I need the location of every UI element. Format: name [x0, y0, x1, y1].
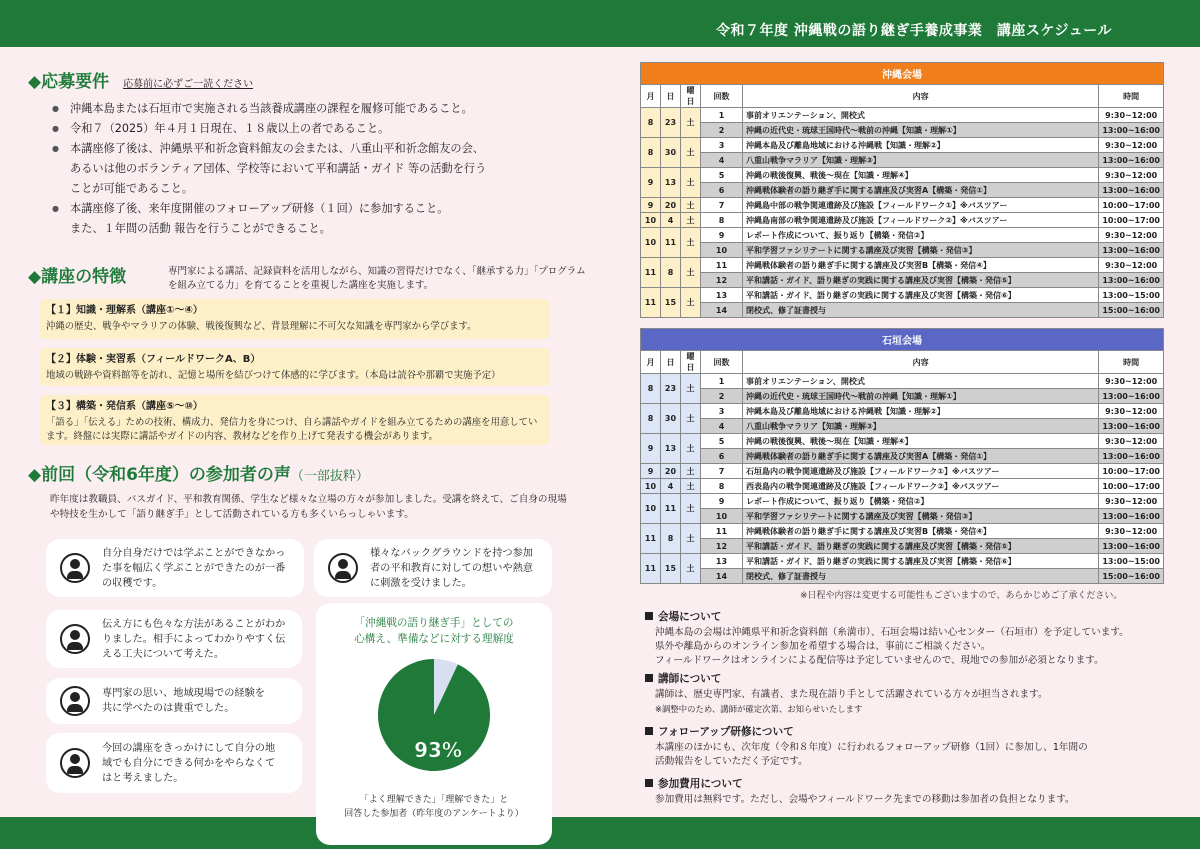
session-number: 2 — [701, 389, 743, 404]
weekday-cell: 土 — [681, 108, 701, 138]
requirement-line: あるいは他のボランティア団体、学校等において平和講話・ガイド 等の活動を行う — [70, 162, 487, 175]
session-time: 9:30~12:00 — [1099, 168, 1164, 183]
session-content: 沖縄島中部の戦争関連遺跡及び施設【フィールドワーク①】※バスツアー — [743, 198, 1099, 213]
survey-card: 「沖縄戦の語り継ぎ手」としての 心構え、準備などに対する理解度 93% 「よく理解できた」「理解できた」と 回答した参加者（昨年度のアンケートより） — [316, 603, 552, 845]
weekday-cell: 土 — [681, 258, 701, 288]
session-number: 2 — [701, 123, 743, 138]
session-time: 13:00~16:00 — [1099, 183, 1164, 198]
left-column — [0, 47, 600, 817]
session-number: 12 — [701, 273, 743, 288]
month-cell: 10 — [641, 494, 661, 524]
column-header: 日 — [661, 351, 681, 374]
session-number: 10 — [701, 243, 743, 258]
session-time: 13:00~15:00 — [1099, 288, 1164, 303]
schedule-row — [641, 258, 1164, 273]
voice-card: 自分自身だけでは学ぶことができなかった事を幅広く学ぶことができたのが一番の収穫です。 — [46, 539, 304, 597]
schedule-row — [641, 273, 1164, 288]
feature-box-experience: 【２】体験・実習系（フィールドワークA、B） 地域の戦跡や資料館等を訪れ、記憶と場所を結びつけて体感的に学びます。（本島は読谷や那覇で実施予定） — [40, 348, 550, 386]
schedule-row — [641, 464, 1164, 479]
schedule-row — [641, 183, 1164, 198]
month-cell: 11 — [641, 554, 661, 584]
schedule-row — [641, 389, 1164, 404]
session-time: 9:30~12:00 — [1099, 494, 1164, 509]
info-title: 会場について — [645, 610, 1165, 624]
day-cell: 8 — [661, 258, 681, 288]
session-time: 9:30~12:00 — [1099, 374, 1164, 389]
schedule-row — [641, 153, 1164, 168]
schedule-row — [641, 288, 1164, 303]
session-time: 13:00~16:00 — [1099, 509, 1164, 524]
session-number: 3 — [701, 404, 743, 419]
month-cell: 9 — [641, 464, 661, 479]
voice-card: 専門家の思い、地域現場での経験を共に学べたのは貴重でした。 — [46, 678, 302, 724]
session-number: 9 — [701, 228, 743, 243]
info-line: フィールドワークはオンラインによる配信等は予定していませんので、現地での参加が必須となります。 — [655, 655, 1104, 666]
session-content: 沖縄の戦後復興、戦後～現在【知識・理解④】 — [743, 168, 1099, 183]
session-content: 沖縄戦体験者の語り継ぎ手に関する講座及び実習B【構築・発信④】 — [743, 524, 1099, 539]
session-content: 平和講話・ガイド、語り継ぎの実践に関する講座及び実習【構築・発信⑥】 — [743, 288, 1099, 303]
day-cell: 15 — [661, 288, 681, 318]
session-content: 西表島内の戦争関連遺跡及び施設【フィールドワーク②】※バスツアー — [743, 479, 1099, 494]
features-intro: 専門家による講話、記録資料を活用しながら、知識の習得だけでなく、「継承する力」「プログラムを組み立てる力」を育てることを重視した講座を実施します。 — [168, 266, 586, 291]
weekday-cell: 土 — [681, 374, 701, 404]
person-icon — [328, 553, 358, 583]
session-time: 15:00~16:00 — [1099, 569, 1164, 584]
session-content: 八重山戦争マラリア【知識・理解③】 — [743, 419, 1099, 434]
schedule-row — [641, 434, 1164, 449]
month-cell: 10 — [641, 213, 661, 228]
schedule-row — [641, 554, 1164, 569]
session-time: 13:00~16:00 — [1099, 419, 1164, 434]
person-icon — [60, 553, 90, 583]
session-time: 13:00~16:00 — [1099, 389, 1164, 404]
session-number: 11 — [701, 524, 743, 539]
session-content: 平和講話・ガイド、語り継ぎの実践に関する講座及び実習【構築・発信⑤】 — [743, 539, 1099, 554]
weekday-cell: 土 — [681, 138, 701, 168]
weekday-cell: 土 — [681, 494, 701, 524]
voice-card: 伝え方にも色々な方法があることがわかりました。相手によってわかりやすく伝える工夫について考えた。 — [46, 610, 302, 668]
requirement-line: ● 令和７（2025）年４月１日現在、１８歳以上の者であること。 — [70, 122, 390, 135]
session-content: 平和講話・ガイド、語り継ぎの実践に関する講座及び実習【構築・発信⑤】 — [743, 273, 1099, 288]
requirement-item — [52, 199, 572, 239]
session-number: 14 — [701, 303, 743, 318]
session-time: 13:00~15:00 — [1099, 554, 1164, 569]
day-cell: 4 — [661, 479, 681, 494]
voices-intro: 昨年度は教職員、バスガイド、平和教育関係、学生など様々な立場の方々が参加しました。受講を終えて、ご自身の現場や特技を生かして「語り継ぎ手」として活動されている方も多くいらっしゃいます。 — [50, 494, 567, 520]
session-time: 15:00~16:00 — [1099, 303, 1164, 318]
schedule-row — [641, 168, 1164, 183]
schedule-row — [641, 539, 1164, 554]
person-icon — [60, 624, 90, 654]
info-line: 沖縄本島の会場は沖縄県平和祈念資料館（糸満市）、石垣会場は結い心センター（石垣市）を予定しています。 — [655, 627, 1129, 638]
schedule-row — [641, 479, 1164, 494]
schedule-row — [641, 524, 1164, 539]
info-section — [645, 725, 1165, 769]
month-cell: 8 — [641, 404, 661, 434]
session-time: 13:00~16:00 — [1099, 243, 1164, 258]
day-cell: 23 — [661, 108, 681, 138]
feature-box-knowledge: 【１】知識・理解系（講座①～④） 沖縄の歴史、戦争やマラリアの体験、戦後復興など、背景理解に不可欠な知識を専門家から学びます。 — [40, 299, 550, 339]
schedule-row — [641, 419, 1164, 434]
session-content: 沖縄戦体験者の語り継ぎ手に関する講座及び実習A【構築・発信①】 — [743, 183, 1099, 198]
session-number: 6 — [701, 183, 743, 198]
info-line: 講師は、歴史専門家、有識者、また現在語り手として活躍されている方々が担当されます。 — [655, 689, 1048, 700]
info-line: 活動報告をしていただく予定です。 — [655, 756, 808, 767]
session-number: 13 — [701, 288, 743, 303]
session-content: 平和講話・ガイド、語り継ぎの実践に関する講座及び実習【構築・発信⑥】 — [743, 554, 1099, 569]
weekday-cell: 土 — [681, 213, 701, 228]
session-number: 8 — [701, 479, 743, 494]
info-title: 講師について — [645, 672, 1165, 686]
schedule-row — [641, 374, 1164, 389]
requirement-line: ● 沖縄本島または石垣市で実施される当該養成講座の課程を履修可能であること。 — [70, 102, 473, 115]
column-header: 曜日 — [681, 351, 701, 374]
day-cell: 11 — [661, 228, 681, 258]
session-number: 13 — [701, 554, 743, 569]
weekday-cell: 土 — [681, 228, 701, 258]
schedule-row — [641, 138, 1164, 153]
session-number: 7 — [701, 198, 743, 213]
weekday-cell: 土 — [681, 434, 701, 464]
schedule-row — [641, 509, 1164, 524]
square-bullet-icon — [645, 727, 653, 735]
month-cell: 8 — [641, 138, 661, 168]
weekday-cell: 土 — [681, 168, 701, 198]
info-line: 県外や離島からのオンライン参加を希望する場合は、事前にご相談ください。 — [655, 641, 991, 652]
voices-heading: ◆前回（令和6年度）の参加者の声（一部抜粋） — [28, 465, 369, 485]
session-time: 9:30~12:00 — [1099, 524, 1164, 539]
session-time: 9:30~12:00 — [1099, 404, 1164, 419]
column-header: 曜日 — [681, 85, 701, 108]
square-bullet-icon — [645, 674, 653, 682]
month-cell: 10 — [641, 479, 661, 494]
month-cell: 11 — [641, 258, 661, 288]
session-time: 9:30~12:00 — [1099, 138, 1164, 153]
schedule-row — [641, 213, 1164, 228]
session-content: 沖縄本島及び離島地域における沖縄戦【知識・理解②】 — [743, 404, 1099, 419]
session-content: 沖縄の近代史・琉球王国時代～戦前の沖縄【知識・理解①】 — [743, 389, 1099, 404]
info-small-note: ※調整中のため、講師が確定次第、お知らせいたします — [655, 704, 863, 714]
session-number: 10 — [701, 509, 743, 524]
day-cell: 13 — [661, 434, 681, 464]
column-header: 月 — [641, 351, 661, 374]
session-content: 沖縄戦体験者の語り継ぎ手に関する講座及び実習B【構築・発信④】 — [743, 258, 1099, 273]
session-number: 8 — [701, 213, 743, 228]
schedule-row — [641, 569, 1164, 584]
session-number: 4 — [701, 419, 743, 434]
weekday-cell: 土 — [681, 554, 701, 584]
session-number: 11 — [701, 258, 743, 273]
session-number: 4 — [701, 153, 743, 168]
schedule-row — [641, 404, 1164, 419]
month-cell: 8 — [641, 108, 661, 138]
schedule-row — [641, 108, 1164, 123]
session-content: 事前オリエンテーション、開校式 — [743, 374, 1099, 389]
session-content: 事前オリエンテーション、開校式 — [743, 108, 1099, 123]
venue-title: 石垣会場 — [641, 329, 1164, 351]
session-time: 9:30~12:00 — [1099, 258, 1164, 273]
session-number: 14 — [701, 569, 743, 584]
ishigaki-schedule-table — [640, 328, 1164, 584]
session-content: 平和学習ファシリテートに関する講座及び実習【構築・発信③】 — [743, 509, 1099, 524]
schedule-row — [641, 123, 1164, 138]
requirement-item — [52, 99, 572, 119]
session-time: 10:00~17:00 — [1099, 464, 1164, 479]
requirement-line: また、１年間の活動 報告を行うことができること。 — [70, 222, 331, 235]
column-header: 回数 — [701, 85, 743, 108]
requirement-line: ● 本講座修了後、来年度開催のフォローアップ研修（１回）に参加すること。 — [70, 202, 449, 215]
session-content: 沖縄島南部の戦争関連遺跡及び施設【フィールドワーク②】※バスツアー — [743, 213, 1099, 228]
requirement-line: ことが可能であること。 — [70, 182, 194, 195]
schedule-row — [641, 243, 1164, 258]
session-number: 7 — [701, 464, 743, 479]
day-cell: 11 — [661, 494, 681, 524]
session-content: 閉校式、修了証書授与 — [743, 303, 1099, 318]
schedule-row — [641, 303, 1164, 318]
session-time: 13:00~16:00 — [1099, 449, 1164, 464]
session-number: 6 — [701, 449, 743, 464]
session-content: 沖縄戦体験者の語り継ぎ手に関する講座及び実習A【構築・発信①】 — [743, 449, 1099, 464]
info-line: 参加費用は無料です。ただし、会場やフィールドワーク先までの移動は参加者の負担となります。 — [655, 794, 1075, 805]
day-cell: 15 — [661, 554, 681, 584]
column-header: 内容 — [743, 85, 1099, 108]
session-time: 9:30~12:00 — [1099, 434, 1164, 449]
session-time: 10:00~17:00 — [1099, 213, 1164, 228]
weekday-cell: 土 — [681, 404, 701, 434]
session-number: 5 — [701, 434, 743, 449]
voice-card: 今回の講座をきっかけにして自分の地域でも自分にできる何かをやらなくてはと考えました。 — [46, 733, 302, 793]
day-cell: 8 — [661, 524, 681, 554]
session-content: 八重山戦争マラリア【知識・理解③】 — [743, 153, 1099, 168]
top-banner-left — [0, 0, 602, 47]
month-cell: 11 — [641, 524, 661, 554]
session-content: 沖縄の戦後復興、戦後～現在【知識・理解④】 — [743, 434, 1099, 449]
info-title: 参加費用について — [645, 777, 1165, 791]
day-cell: 20 — [661, 464, 681, 479]
column-header: 回数 — [701, 351, 743, 374]
schedule-row — [641, 228, 1164, 243]
weekday-cell: 土 — [681, 464, 701, 479]
session-content: 平和学習ファシリテートに関する講座及び実習【構築・発信③】 — [743, 243, 1099, 258]
voice-card: 様々なバックグラウンドを持つ参加者の平和教育に対しての想いや熱意に刺激を受けました。 — [314, 539, 552, 597]
schedule-row — [641, 494, 1164, 509]
survey-donut-chart — [316, 647, 552, 785]
info-line: 本講座のほかにも、次年度（令和８年度）に行われるフォローアップ研修（1回）に参加し、1年間の — [655, 742, 1088, 753]
session-content: レポート作成について、振り返り【構築・発信②】 — [743, 228, 1099, 243]
top-banner — [0, 0, 1200, 47]
okinawa-schedule-table — [640, 62, 1164, 318]
square-bullet-icon — [645, 779, 653, 787]
session-number: 9 — [701, 494, 743, 509]
session-time: 10:00~17:00 — [1099, 479, 1164, 494]
column-header: 時間 — [1099, 351, 1164, 374]
session-time: 13:00~16:00 — [1099, 123, 1164, 138]
day-cell: 13 — [661, 168, 681, 198]
session-content: 石垣島内の戦争関連遺跡及び施設【フィールドワーク①】※バスツアー — [743, 464, 1099, 479]
schedule-row — [641, 198, 1164, 213]
day-cell: 30 — [661, 138, 681, 168]
session-number: 1 — [701, 108, 743, 123]
features-heading: ◆講座の特徴 — [28, 267, 127, 287]
person-icon — [60, 748, 90, 778]
venue-title: 沖縄会場 — [641, 63, 1164, 85]
requirement-item — [52, 119, 572, 139]
month-cell: 9 — [641, 434, 661, 464]
session-number: 1 — [701, 374, 743, 389]
session-number: 12 — [701, 539, 743, 554]
weekday-cell: 土 — [681, 479, 701, 494]
session-number: 3 — [701, 138, 743, 153]
session-time: 9:30~12:00 — [1099, 108, 1164, 123]
info-title: フォローアップ研修について — [645, 725, 1165, 739]
person-icon — [60, 686, 90, 716]
session-time: 13:00~16:00 — [1099, 153, 1164, 168]
session-content: 閉校式、修了証書授与 — [743, 569, 1099, 584]
requirement-item — [52, 139, 572, 199]
weekday-cell: 土 — [681, 198, 701, 213]
weekday-cell: 土 — [681, 524, 701, 554]
month-cell: 9 — [641, 168, 661, 198]
schedule-note: ※日程や内容は変更する可能性もございますので、あらかじめご了承ください。 — [800, 591, 1123, 601]
column-header: 日 — [661, 85, 681, 108]
column-header: 時間 — [1099, 85, 1164, 108]
feature-box-building: 【３】構築・発信系（講座⑤～⑩） 「語る」「伝える」ための技術、構成力、発信力を身につけ、自ら講話やガイドを組み立てるための講座を用意しています。終盤には実際に講話やガイドの内容、教材などを作り上げて発表する機会があります。 — [40, 395, 550, 445]
month-cell: 11 — [641, 288, 661, 318]
day-cell: 30 — [661, 404, 681, 434]
day-cell: 4 — [661, 213, 681, 228]
requirements-heading: ◆応募要件 応募前に必ずご一読ください — [28, 72, 254, 92]
session-time: 9:30~12:00 — [1099, 228, 1164, 243]
info-section — [645, 610, 1165, 668]
month-cell: 10 — [641, 228, 661, 258]
requirement-line: ● 本講座修了後は、沖縄県平和祈念資料館友の会または、八重山平和祈念館友の会、 — [70, 142, 484, 155]
page-title: 令和７年度 沖縄戦の語り継ぎ手養成事業 講座スケジュール — [715, 23, 1112, 39]
session-content: 沖縄本島及び離島地域における沖縄戦【知識・理解②】 — [743, 138, 1099, 153]
day-cell: 20 — [661, 198, 681, 213]
square-bullet-icon — [645, 612, 653, 620]
column-header: 月 — [641, 85, 661, 108]
column-header: 内容 — [743, 351, 1099, 374]
day-cell: 23 — [661, 374, 681, 404]
session-time: 13:00~16:00 — [1099, 539, 1164, 554]
session-content: レポート作成について、振り返り【構築・発信②】 — [743, 494, 1099, 509]
month-cell: 8 — [641, 374, 661, 404]
requirements-list — [52, 99, 572, 239]
session-content: 沖縄の近代史・琉球王国時代～戦前の沖縄【知識・理解①】 — [743, 123, 1099, 138]
session-number: 5 — [701, 168, 743, 183]
info-section — [645, 777, 1165, 807]
bottom-banner — [0, 817, 1200, 849]
donut-value-label: 93% — [414, 738, 462, 762]
weekday-cell: 土 — [681, 288, 701, 318]
requirements-subheading: 応募前に必ずご一読ください — [123, 79, 254, 90]
session-time: 13:00~16:00 — [1099, 273, 1164, 288]
schedule-row — [641, 449, 1164, 464]
month-cell: 9 — [641, 198, 661, 213]
session-time: 10:00~17:00 — [1099, 198, 1164, 213]
info-section — [645, 672, 1165, 716]
